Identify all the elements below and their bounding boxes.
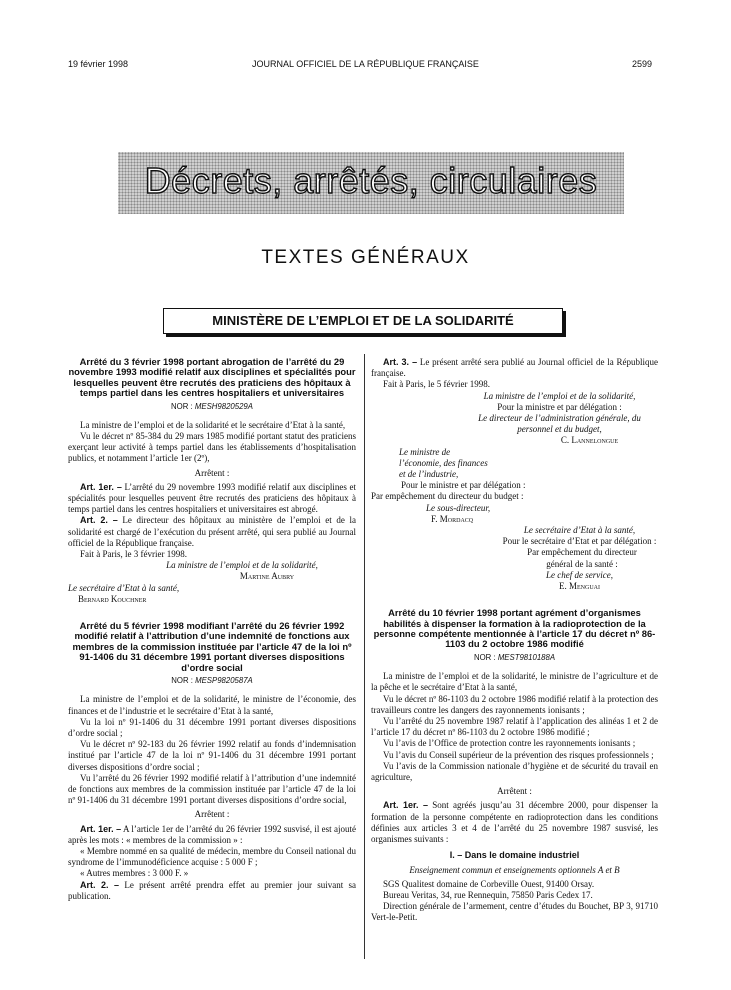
delegation-line: Par empêchement du directeur du budget : [371, 491, 524, 502]
paragraph: Vu le décret nº 85-384 du 29 mars 1985 modifié portant statut des praticiens exerçant leur activité à temps partiel dans les établissements d’hospitalisation publics, et notamment l’article 1er (2º), [68, 431, 356, 464]
section-title: TEXTES GÉNÉRAUX [261, 247, 470, 268]
arrete-heading: Arrêtent : [194, 467, 230, 478]
date-line: Fait à Paris, le 5 février 1998. [383, 379, 490, 390]
left-column [68, 357, 356, 902]
signatory-name: Martine Aubry [239, 571, 295, 582]
arrete-heading: Arrêtent : [497, 786, 532, 797]
signatory-title: Le secrétaire d’Etat à la santé, [523, 525, 636, 536]
paragraph: Vu l’avis de l’Office de protection contre les rayonnements ionisants ; [383, 738, 636, 749]
signatory-title: La ministre de l’emploi et de la solidarité, [483, 390, 636, 401]
paragraph: Vu l’arrêté du 25 novembre 1987 relatif à l’application des alinéas 1 et 2 de l’article 17 du décret nº 86-1103 du 2 octobre 1986 modifié ; [371, 715, 658, 738]
subsection-subheading: Enseignement commun et enseignements optionnels A et B [409, 865, 620, 876]
organisation-line: SGS Qualitest domaine de Corbeville Ouest, 91400 Orsay. [383, 878, 595, 889]
ministry-box: MINISTÈRE DE L’EMPLOI ET DE LA SOLIDARITÉ [163, 308, 563, 334]
paragraph: Vu l’arrêté du 26 février 1992 modifié relatif à l’attribution d’une indemnité de fonctions aux membres de la commission instituée par l’article 47 de la loi nº 91-1406 du 31 décembre 1991 portant diverses dispositions d’ordre social, [68, 772, 356, 806]
journal-title: JOURNAL OFFICIEL DE LA RÉPUBLIQUE FRANÇAISE [252, 59, 479, 69]
delegation-line: Pour la ministre et par délégation : [497, 401, 622, 412]
paragraph: Vu l’avis du Conseil supérieur de la prévention des risques professionnels ; [383, 749, 654, 760]
article-paragraph: Art. 1er. – L’arrêté du 29 novembre 1993 modifié relatif aux disciplines et spécialités pour lesquelles peuvent être recrutés des praticiens des hôpitaux à temps partiel dans les centres hospitaliers et universitaires est abrogé. [68, 481, 356, 515]
subsection-heading: I. – Dans le domaine industriel [449, 850, 580, 861]
paragraph: Vu l’avis de la Commission nationale d’hygiène et de sécurité du travail en agriculture, [371, 760, 658, 782]
date-line: Fait à Paris, le 3 février 1998. [80, 549, 187, 560]
article-paragraph: Art. 1er. – Sont agréés jusqu’au 31 décembre 2000, pour dispenser la formation de la personne compétente en radioprotection dans les conditions définies aux articles 3 et 4 de l’arrêté du 25 novembre 1987 susvisé, les organismes suivants : [371, 800, 659, 844]
signatory-name: C. Lannelongue [560, 435, 619, 446]
header-date: 19 février 1998 [68, 59, 129, 69]
signatory-name: Bernard Kouchner [78, 593, 147, 604]
page-number: 2599 [632, 59, 653, 69]
organisation-line: Direction générale de l’armement, centre d’études du Bouchet, BP 3, 91710 Vert-le-Petit. [371, 900, 658, 923]
article-title: Arrêté du 5 février 1998 modifiant l’arrêté du 26 février 1992 modifié relatif à l’attribution d’une indemnité de fonctions aux membres de la commission instituée par l’article 47 de la loi nº 91-1406 du 31 décembre 1991 portant diverses dispositions d’ordre social [72, 620, 352, 673]
organisation-line: Bureau Veritas, 34, rue Rennequin, 75850 Paris Cedex 17. [383, 889, 593, 900]
paragraph: Vu le décret nº 86-1103 du 2 octobre 1986 modifié relatif à la protection des travailleurs contre les dangers des rayonnements ionisants ; [371, 693, 658, 715]
banner-title: Décrets, arrêtés, circulaires [144, 160, 598, 201]
delegation-line: Pour le ministre et par délégation : [401, 480, 526, 491]
quote-line: « Autres membres : 3 000 F. » [80, 868, 189, 879]
signatory-title: Le sous-directeur, [426, 502, 491, 513]
right-column [371, 357, 658, 923]
signatory-name: E. Menguai [559, 581, 600, 592]
nor-reference: NOR : MESH9820529A [171, 401, 253, 411]
article-paragraph: Art. 1er. – A l’article 1er de l’arrêté du 26 février 1992 susvisé, il est ajouté après les mots : « membres de la commission » : [68, 823, 356, 845]
article-title: Arrêté du 10 février 1998 portant agrément d’organismes habilités à dispenser la formation à la radioprotection de la personne compétente mentionnée à l’article 17 du décret nº 86-1103 du 2 octobre 1986 modifié [373, 607, 656, 650]
quote-line: « Membre nommé en sa qualité de médecin, membre du Conseil national du syndrome de l’immunodéficience acquise : 5 000 F ; [68, 845, 356, 868]
article-paragraph: Art. 2. – Le directeur des hôpitaux au ministère de l’emploi et de la solidarité est chargé de l’exécution du présent arrêté, qui sera publié au Journal officiel de la République française. [68, 515, 356, 548]
article-paragraph: Art. 2. – Le présent arrêté prendra effet au premier jour suivant sa publication. [68, 879, 357, 901]
delegation-line: Pour le secrétaire d’Etat et par délégation : [502, 536, 657, 547]
signatory-title: Le chef de service, [546, 569, 613, 580]
delegation-line: Par empêchement du directeur général de la santé : [527, 547, 637, 569]
paragraph: La ministre de l’emploi et de la solidarité et le secrétaire d’Etat à la santé, [80, 419, 346, 430]
article-paragraph: Art. 3. – Le présent arrêté sera publié au Journal officiel de la République française. [371, 357, 659, 379]
arrete-heading: Arrêtent : [194, 809, 230, 820]
paragraph: Vu la loi nº 91-1406 du 31 décembre 1991 portant diverses dispositions d’ordre social ; [68, 716, 356, 738]
signatory-title: La ministre de l’emploi et de la solidarité, [166, 560, 318, 571]
signatory-title: Le directeur de l’administration générale, du personnel et du budget, [478, 413, 641, 435]
paragraph: La ministre de l’emploi et de la solidarité, le ministre de l’agriculture et de la pêche et le secrétaire d’Etat à la santé, [371, 671, 658, 693]
nor-reference: NOR : MEST9810188A [473, 652, 556, 662]
signatory-name: F. Mordacq [431, 513, 474, 524]
paragraph: La ministre de l’emploi et de la solidarité, le ministre de l’économie, des finances et de l’industrie et le secrétaire d’Etat à la santé, [68, 694, 356, 716]
signatory-title: Le ministre de l’économie, des finances et de l’industrie, [399, 446, 488, 480]
signatory-title: Le secrétaire d’Etat à la santé, [68, 582, 180, 593]
article-title: Arrêté du 3 février 1998 portant abrogation de l’arrêté du 29 novembre 1993 modifié relatif aux disciplines et spécialités pour lesquelles peuvent être recrutés des praticiens des hôpitaux à temps partiel dans les centres hospitaliers et universitaires [68, 356, 356, 399]
column-divider [364, 354, 365, 959]
nor-reference: NOR : MESP9820587A [171, 676, 253, 686]
paragraph: Vu le décret nº 92-183 du 26 février 1992 relatif au fonds d’indemnisation institué par l’article 47 de la loi nº 91-1406 du 31 décembre 1991 portant diverses dispositions d’ordre social ; [68, 739, 356, 772]
